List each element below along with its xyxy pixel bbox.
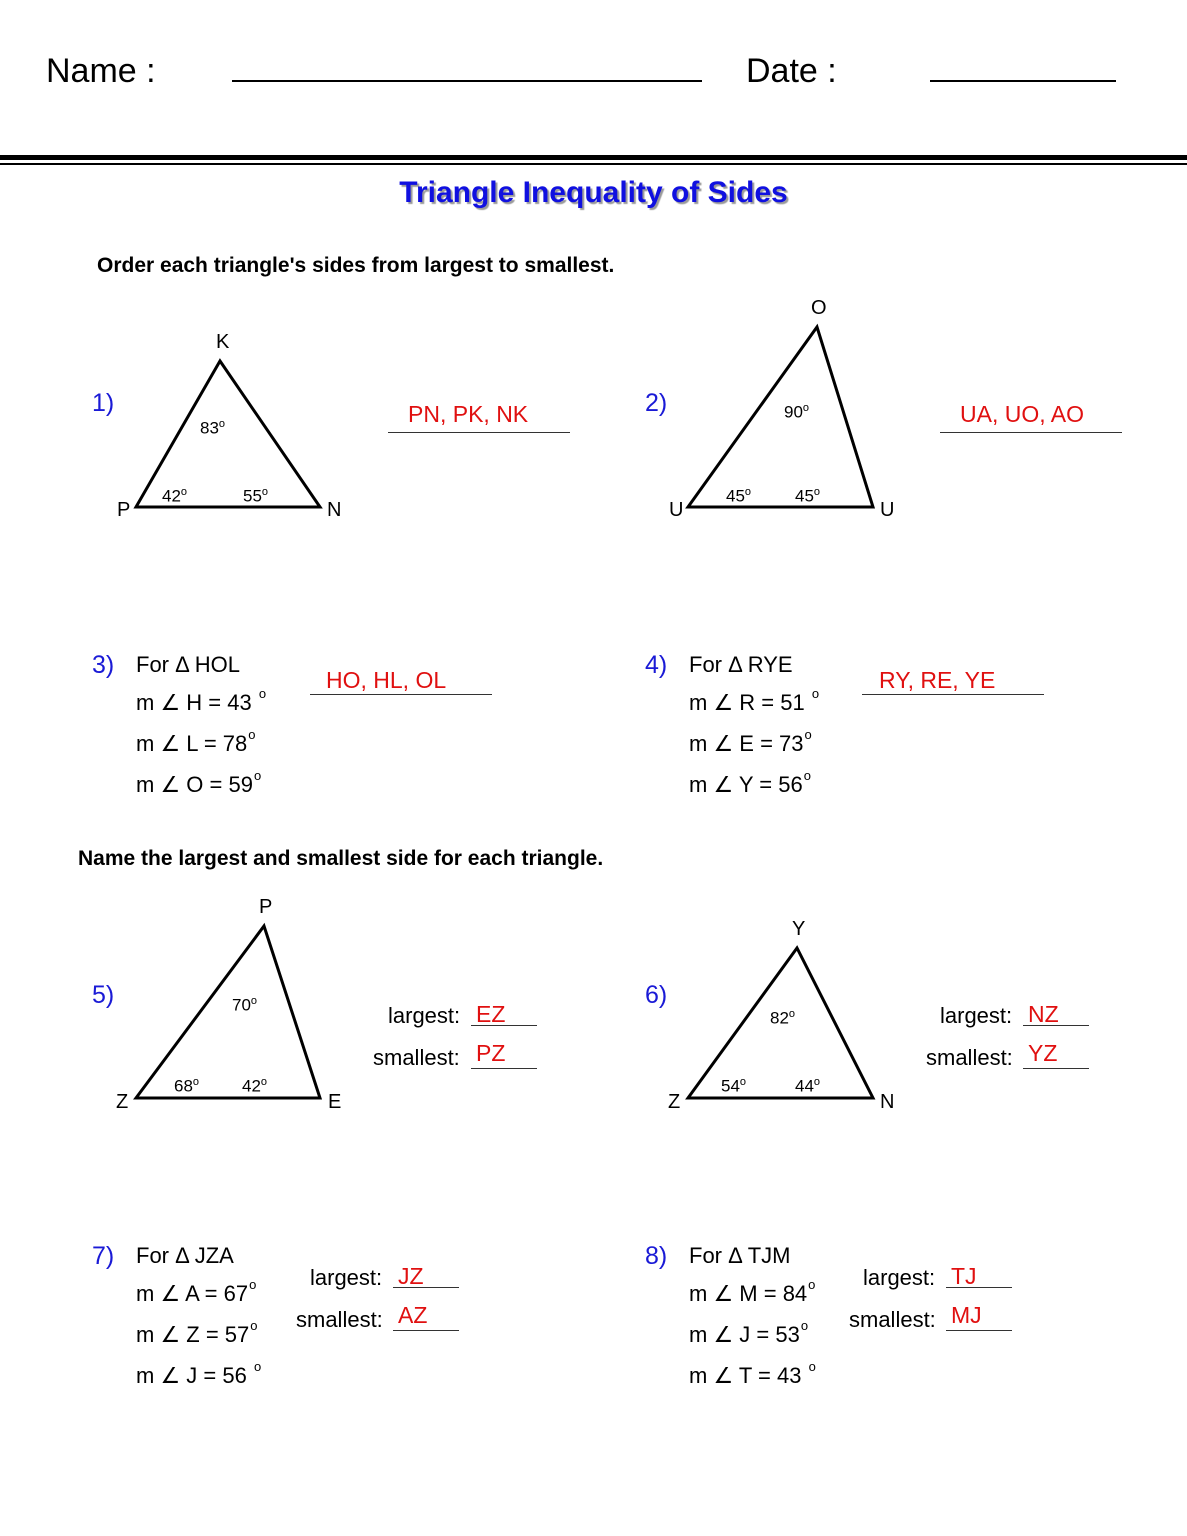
largest-blank[interactable] (946, 1287, 1012, 1288)
largest-label: largest: (940, 1003, 1013, 1028)
vertex-label: E (328, 1091, 342, 1113)
problem-number: 1) (92, 389, 115, 417)
largest-answer: TJ (951, 1263, 977, 1289)
triangle-givens: For Δ TJM m ∠ $M = 84^o$ m ∠ $J = 53^o$ m ∠ T = 43 $^o$ (689, 1243, 816, 1388)
smallest-label: smallest: (296, 1307, 383, 1332)
smallest-answer: PZ (476, 1040, 506, 1066)
smallest-label: smallest: (373, 1045, 460, 1070)
triangle-givens: For Δ RYE m ∠ R = 51 $^o$ m ∠ $E = 73^o$ m ∠ $Y = 56^o$ (689, 652, 820, 797)
angle-label: 45$^o$ (726, 486, 752, 506)
section2-instruction: Name the largest and smallest side for each triangle. (78, 847, 604, 870)
date-label: Date : (746, 52, 837, 90)
angle-label: 42$^o$ (242, 1076, 268, 1096)
angle-label: 42$^o$ (162, 486, 188, 506)
smallest-answer: MJ (951, 1302, 982, 1328)
smallest-blank[interactable] (1023, 1068, 1089, 1069)
vertex-label: N (880, 1091, 895, 1113)
largest-blank[interactable] (393, 1287, 459, 1288)
vertex-label: P (259, 896, 273, 918)
problem-number: 6) (645, 981, 668, 1009)
smallest-answer: YZ (1028, 1040, 1058, 1066)
section1-instruction: Order each triangle's sides from largest to smallest. (97, 254, 615, 277)
vertex-label: N (327, 499, 342, 521)
problem-number: 8) (645, 1242, 668, 1270)
angle-label: 82$^o$ (770, 1008, 796, 1028)
answer-text: RY, RE, YE (879, 667, 996, 693)
problem-number: 5) (92, 981, 115, 1009)
angle-label: 54$^o$ (721, 1076, 747, 1096)
vertex-label: U (669, 499, 684, 521)
problem-number: 3) (92, 651, 115, 679)
vertex-label: U (880, 499, 895, 521)
angle-label: 70$^o$ (232, 995, 258, 1015)
angle-label: 44$^o$ (795, 1076, 821, 1096)
name-label: Name : (46, 52, 156, 90)
largest-blank[interactable] (1023, 1025, 1089, 1026)
page-title: Triangle Inequality of Sides (399, 176, 788, 209)
angle-label: 83$^o$ (200, 418, 226, 438)
answer-text: PN, PK, NK (408, 401, 529, 427)
triangle-givens: For Δ HOL m ∠ H = 43 $^o$ m ∠ $L = 78^o$ m ∠ $O = 59^o$ (136, 652, 267, 797)
smallest-answer: AZ (398, 1302, 428, 1328)
smallest-blank[interactable] (946, 1330, 1012, 1331)
largest-label: largest: (863, 1265, 936, 1290)
vertex-label: K (216, 331, 230, 353)
angle-label: 45$^o$ (795, 486, 821, 506)
vertex-label: P (117, 499, 131, 521)
largest-label: largest: (310, 1265, 383, 1290)
triangle-givens: For Δ JZA m ∠ $A = 67^o$ m ∠ $Z = 57^o$ m ∠ J = 56 $^o$ (136, 1243, 262, 1388)
answer-text: UA, UO, AO (960, 401, 1084, 427)
largest-answer: EZ (476, 1001, 506, 1027)
smallest-label: smallest: (926, 1045, 1013, 1070)
largest-answer: JZ (398, 1263, 424, 1289)
vertex-label: O (811, 297, 827, 319)
angle-label: 68$^o$ (174, 1076, 200, 1096)
problem-number: 4) (645, 651, 668, 679)
vertex-label: Y (792, 918, 806, 940)
problem-number: 7) (92, 1242, 115, 1270)
problem-number: 2) (645, 389, 668, 417)
angle-label: 55$^o$ (243, 486, 269, 506)
smallest-label: smallest: (849, 1307, 936, 1332)
largest-label: largest: (388, 1003, 461, 1028)
vertex-label: Z (116, 1091, 129, 1113)
largest-answer: NZ (1028, 1001, 1059, 1027)
vertex-label: Z (668, 1091, 681, 1113)
answer-text: HO, HL, OL (326, 667, 447, 693)
angle-label: 90$^o$ (784, 402, 810, 422)
smallest-blank[interactable] (393, 1330, 459, 1331)
